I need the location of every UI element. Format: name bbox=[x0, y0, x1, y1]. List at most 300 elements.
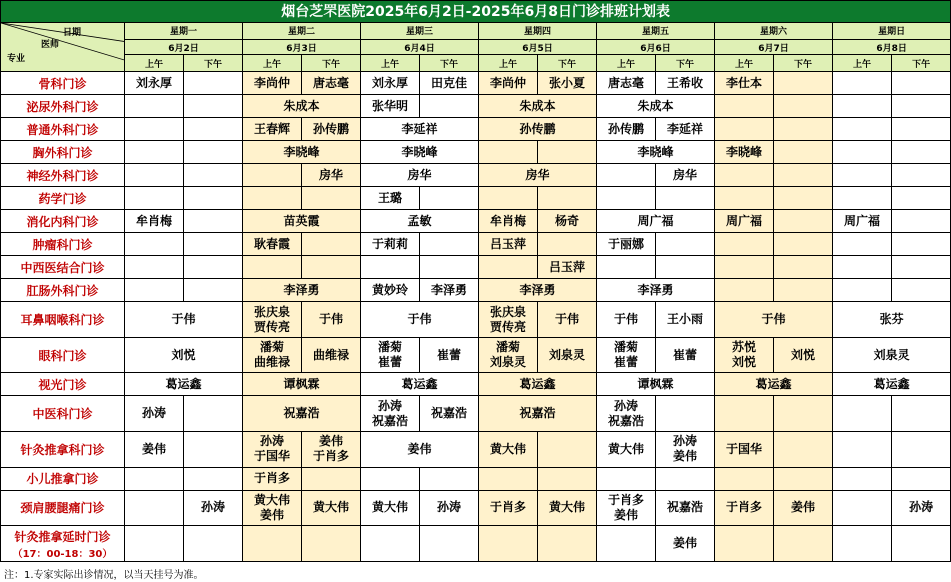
department-name bbox=[1, 467, 125, 490]
schedule-cell bbox=[538, 337, 597, 373]
schedule-cell bbox=[597, 490, 656, 526]
doctor-name: 黄大伟 姜伟 bbox=[253, 492, 290, 522]
schedule-cell bbox=[243, 141, 361, 164]
schedule-cell bbox=[774, 210, 833, 233]
schedule-cell bbox=[833, 256, 892, 279]
department-name bbox=[1, 164, 125, 187]
department-row bbox=[1, 210, 951, 233]
doctor-name: 杨奇 bbox=[554, 213, 579, 228]
schedule-cell bbox=[361, 95, 420, 118]
footnote: 注：1.专家实际出诊情况，以当天挂号为准。 bbox=[4, 570, 204, 581]
schedule-cell bbox=[656, 72, 715, 95]
schedule-cell bbox=[597, 302, 656, 338]
department-name bbox=[1, 337, 125, 373]
doctor-name: 黄大伟 bbox=[489, 441, 526, 456]
schedule-cell bbox=[597, 526, 656, 562]
schedule-cell bbox=[597, 467, 656, 490]
schedule-cell bbox=[774, 432, 833, 468]
doctor-name: 房华 bbox=[672, 167, 697, 182]
department-name bbox=[1, 72, 125, 95]
schedule-cell bbox=[361, 233, 420, 256]
schedule-cell bbox=[715, 187, 774, 210]
doctor-name: 黄妙玲 bbox=[371, 282, 408, 297]
pm-header: 下午 bbox=[184, 55, 243, 72]
schedule-cell bbox=[361, 432, 479, 468]
pm-header: 下午 bbox=[538, 55, 597, 72]
schedule-cell bbox=[538, 233, 597, 256]
schedule-cell bbox=[361, 164, 479, 187]
doctor-name: 李尚仲 bbox=[489, 75, 526, 90]
schedule-cell bbox=[479, 467, 538, 490]
schedule-cell bbox=[125, 526, 184, 562]
schedule-cell bbox=[538, 72, 597, 95]
schedule-cell bbox=[833, 467, 892, 490]
schedule-cell bbox=[420, 95, 479, 118]
schedule-cell bbox=[538, 490, 597, 526]
schedule-cell bbox=[597, 95, 715, 118]
department-row bbox=[1, 526, 951, 562]
schedule-cell bbox=[361, 210, 479, 233]
schedule-cell bbox=[715, 302, 833, 338]
schedule-cell bbox=[243, 187, 302, 210]
schedule-cell bbox=[597, 233, 656, 256]
doctor-name: 孙涛 bbox=[436, 500, 461, 515]
doctor-name: 于肖多 姜伟 bbox=[607, 492, 644, 522]
schedule-cell bbox=[715, 432, 774, 468]
am-header: 上午 bbox=[597, 55, 656, 72]
schedule-cell bbox=[833, 187, 892, 210]
schedule-cell bbox=[243, 256, 302, 279]
weekday-header: 星期四 bbox=[479, 22, 597, 39]
schedule-cell bbox=[184, 526, 243, 562]
doctor-name: 牟肖梅 bbox=[489, 213, 526, 228]
schedule-cell bbox=[597, 210, 715, 233]
doctor-name: 李晓峰 bbox=[637, 144, 674, 159]
schedule-cell bbox=[715, 526, 774, 562]
doctor-name: 潘菊 刘泉灵 bbox=[489, 340, 526, 370]
schedule-cell bbox=[892, 432, 951, 468]
doctor-name: 张华明 bbox=[371, 98, 408, 113]
schedule-cell bbox=[892, 396, 951, 432]
schedule-cell bbox=[774, 72, 833, 95]
department-row bbox=[1, 432, 951, 468]
doctor-name: 张小夏 bbox=[548, 75, 585, 90]
doctor-name: 李泽勇 bbox=[637, 282, 674, 297]
pm-header: 下午 bbox=[420, 55, 479, 72]
schedule-cell bbox=[833, 210, 892, 233]
schedule-cell bbox=[597, 396, 656, 432]
schedule-cell bbox=[302, 118, 361, 141]
schedule-cell bbox=[833, 396, 892, 432]
doctor-name: 朱成本 bbox=[283, 98, 320, 113]
department-label: 消化内科门诊 bbox=[26, 214, 99, 229]
schedule-cell bbox=[774, 95, 833, 118]
schedule-cell bbox=[774, 279, 833, 302]
department-label: 神经外科门诊 bbox=[26, 168, 99, 183]
schedule-cell bbox=[656, 164, 715, 187]
schedule-cell bbox=[774, 233, 833, 256]
department-label: 骨科门诊 bbox=[38, 76, 87, 91]
schedule-cell bbox=[125, 141, 184, 164]
doctor-name: 于伟 bbox=[407, 312, 432, 327]
schedule-cell bbox=[184, 141, 243, 164]
doctor-name: 潘菊 崔蕾 bbox=[613, 340, 638, 370]
schedule-cell bbox=[420, 467, 479, 490]
schedule-cell bbox=[538, 256, 597, 279]
schedule-cell bbox=[479, 337, 538, 373]
schedule-cell bbox=[774, 526, 833, 562]
department-row bbox=[1, 233, 951, 256]
doctor-name: 姜伟 于肖多 bbox=[312, 434, 349, 464]
doctor-name: 孙传鹏 bbox=[519, 121, 556, 136]
schedule-cell bbox=[479, 164, 597, 187]
schedule-cell bbox=[656, 302, 715, 338]
schedule-cell bbox=[774, 256, 833, 279]
doctor-name: 葛运鑫 bbox=[165, 376, 202, 391]
schedule-cell bbox=[479, 141, 538, 164]
am-header: 上午 bbox=[715, 55, 774, 72]
schedule-cell bbox=[420, 396, 479, 432]
doctor-name: 王璐 bbox=[377, 190, 402, 205]
department-row bbox=[1, 490, 951, 526]
doctor-name: 曲维禄 bbox=[312, 347, 349, 362]
schedule-cell bbox=[302, 233, 361, 256]
pm-header: 下午 bbox=[774, 55, 833, 72]
pm-header: 下午 bbox=[656, 55, 715, 72]
schedule-cell bbox=[125, 302, 243, 338]
department-label: 小儿推拿门诊 bbox=[26, 472, 99, 487]
schedule-cell bbox=[479, 396, 597, 432]
schedule-cell bbox=[302, 256, 361, 279]
department-name bbox=[1, 279, 125, 302]
schedule-cell bbox=[538, 302, 597, 338]
schedule-cell bbox=[597, 72, 656, 95]
schedule-cell bbox=[833, 302, 951, 338]
doctor-name: 谭枫霖 bbox=[637, 376, 674, 391]
doctor-name: 王春辉 bbox=[253, 121, 290, 136]
schedule-cell bbox=[538, 141, 597, 164]
doctor-name: 李晓峰 bbox=[401, 144, 438, 159]
schedule-cell bbox=[243, 233, 302, 256]
schedule-cell bbox=[479, 210, 538, 233]
schedule-cell bbox=[833, 490, 892, 526]
schedule-cell bbox=[479, 233, 538, 256]
doctor-name: 刘泉灵 bbox=[548, 347, 585, 362]
schedule-cell bbox=[656, 187, 715, 210]
weekday-header: 星期日 bbox=[833, 22, 951, 39]
schedule-cell bbox=[125, 164, 184, 187]
schedule-cell bbox=[243, 526, 302, 562]
am-header: 上午 bbox=[479, 55, 538, 72]
schedule-cell bbox=[361, 302, 479, 338]
doctor-name: 于国华 bbox=[725, 441, 762, 456]
department-label: 针灸推拿延时门诊 bbox=[14, 529, 111, 544]
doctor-name: 房华 bbox=[318, 167, 343, 182]
doctor-name: 孙涛 祝嘉浩 bbox=[607, 398, 644, 428]
date-header: 6月7日 bbox=[715, 39, 833, 55]
schedule-cell bbox=[361, 490, 420, 526]
schedule-cell bbox=[538, 187, 597, 210]
department-row bbox=[1, 164, 951, 187]
doctor-name: 刘悦 bbox=[790, 347, 815, 362]
department-label: 普通外科门诊 bbox=[26, 122, 99, 137]
schedule-cell bbox=[774, 141, 833, 164]
schedule-cell bbox=[892, 164, 951, 187]
schedule-cell bbox=[656, 467, 715, 490]
doctor-name: 房华 bbox=[407, 167, 432, 182]
schedule-cell bbox=[833, 526, 892, 562]
schedule-cell bbox=[774, 467, 833, 490]
schedule-cell bbox=[479, 526, 538, 562]
department-label: 视光门诊 bbox=[38, 377, 87, 392]
schedule-cell bbox=[715, 164, 774, 187]
schedule-cell bbox=[597, 164, 656, 187]
schedule-cell bbox=[243, 337, 302, 373]
corner-label-doctor: 医师 bbox=[41, 39, 60, 50]
schedule-cell bbox=[715, 256, 774, 279]
schedule-cell bbox=[538, 467, 597, 490]
doctor-name: 朱成本 bbox=[519, 98, 556, 113]
doctor-name: 孙涛 bbox=[141, 406, 166, 421]
schedule-cell bbox=[833, 279, 892, 302]
doctor-name: 于伟 bbox=[761, 312, 786, 327]
schedule-cell bbox=[361, 526, 420, 562]
schedule-cell bbox=[420, 256, 479, 279]
doctor-name: 张芬 bbox=[879, 312, 904, 327]
doctor-name: 于肖多 bbox=[253, 471, 290, 486]
schedule-cell bbox=[479, 373, 597, 396]
schedule-cell bbox=[715, 95, 774, 118]
department-label: 眼科门诊 bbox=[38, 348, 87, 363]
department-label: 中西医结合门诊 bbox=[20, 260, 105, 275]
department-row bbox=[1, 279, 951, 302]
schedule-cell bbox=[479, 95, 597, 118]
schedule-cell bbox=[538, 210, 597, 233]
doctor-name: 王小雨 bbox=[666, 312, 703, 327]
schedule-cell bbox=[833, 164, 892, 187]
doctor-name: 姜伟 bbox=[790, 500, 815, 515]
schedule-cell bbox=[302, 164, 361, 187]
schedule-cell bbox=[892, 210, 951, 233]
doctor-name: 李尚仲 bbox=[253, 75, 290, 90]
date-header: 6月2日 bbox=[125, 39, 243, 55]
schedule-cell bbox=[892, 118, 951, 141]
doctor-name: 孙传鹏 bbox=[607, 121, 644, 136]
doctor-name: 张庆泉 贾传亮 bbox=[489, 304, 526, 334]
schedule-cell bbox=[302, 432, 361, 468]
schedule-cell bbox=[715, 373, 833, 396]
schedule-cell bbox=[243, 302, 302, 338]
schedule-cell bbox=[420, 187, 479, 210]
schedule-cell bbox=[892, 95, 951, 118]
schedule-cell bbox=[892, 256, 951, 279]
doctor-name: 李泽勇 bbox=[283, 282, 320, 297]
schedule-cell bbox=[361, 141, 479, 164]
department-label: 针灸推拿科门诊 bbox=[20, 442, 105, 457]
schedule-cell bbox=[302, 337, 361, 373]
department-name bbox=[1, 490, 125, 526]
department-hours: （17：00-18：30） bbox=[12, 548, 113, 560]
doctor-name: 周广福 bbox=[843, 213, 880, 228]
schedule-cell bbox=[597, 279, 715, 302]
doctor-name: 苗英霞 bbox=[283, 213, 320, 228]
schedule-cell bbox=[597, 256, 656, 279]
doctor-name: 张庆泉 贾传亮 bbox=[253, 304, 290, 334]
doctor-name: 牟肖梅 bbox=[135, 213, 172, 228]
schedule-cell bbox=[656, 432, 715, 468]
weekday-header: 星期二 bbox=[243, 22, 361, 39]
schedule-cell bbox=[243, 279, 361, 302]
schedule-cell bbox=[479, 72, 538, 95]
doctor-name: 王希收 bbox=[666, 75, 703, 90]
schedule-cell bbox=[420, 526, 479, 562]
doctor-name: 李晓峰 bbox=[725, 144, 762, 159]
schedule-cell bbox=[361, 467, 420, 490]
doctor-name: 刘悦 bbox=[171, 347, 196, 362]
schedule-cell bbox=[361, 72, 420, 95]
schedule-cell bbox=[892, 279, 951, 302]
schedule-cell bbox=[892, 72, 951, 95]
schedule-cell bbox=[656, 337, 715, 373]
schedule-cell bbox=[479, 279, 597, 302]
schedule-cell bbox=[597, 337, 656, 373]
weekday-header: 星期一 bbox=[125, 22, 243, 39]
department-label: 中医科门诊 bbox=[32, 407, 93, 422]
department-label: 泌尿外科门诊 bbox=[26, 99, 99, 114]
schedule-cell bbox=[361, 256, 420, 279]
doctor-name: 谭枫霖 bbox=[283, 376, 320, 391]
schedule-cell bbox=[125, 432, 184, 468]
department-label: 颈肩腰腿痛门诊 bbox=[20, 501, 105, 516]
doctor-name: 唐志毫 bbox=[312, 75, 349, 90]
schedule-cell bbox=[184, 210, 243, 233]
doctor-name: 于丽娜 bbox=[607, 236, 644, 251]
schedule-cell bbox=[184, 279, 243, 302]
schedule-cell bbox=[597, 373, 715, 396]
pm-header: 下午 bbox=[892, 55, 951, 72]
schedule-cell bbox=[184, 72, 243, 95]
department-name bbox=[1, 210, 125, 233]
department-row bbox=[1, 72, 951, 95]
am-header: 上午 bbox=[125, 55, 184, 72]
schedule-cell bbox=[361, 187, 420, 210]
schedule-cell bbox=[184, 396, 243, 432]
department-name bbox=[1, 526, 125, 562]
doctor-name: 崔蕾 bbox=[672, 347, 697, 362]
department-row bbox=[1, 373, 951, 396]
schedule-cell bbox=[715, 279, 774, 302]
schedule-cell bbox=[184, 164, 243, 187]
schedule-cell bbox=[597, 118, 656, 141]
schedule-cell bbox=[774, 337, 833, 373]
doctor-name: 于伟 bbox=[613, 312, 638, 327]
schedule-cell bbox=[302, 72, 361, 95]
doctor-name: 姜伟 bbox=[141, 441, 166, 456]
schedule-cell bbox=[892, 467, 951, 490]
schedule-cell bbox=[125, 373, 243, 396]
schedule-cell bbox=[715, 396, 774, 432]
schedule-cell bbox=[125, 72, 184, 95]
schedule-cell bbox=[656, 256, 715, 279]
schedule-cell bbox=[892, 490, 951, 526]
schedule-cell bbox=[184, 95, 243, 118]
schedule-cell bbox=[184, 118, 243, 141]
doctor-name: 刘永厚 bbox=[135, 75, 172, 90]
schedule-cell bbox=[125, 95, 184, 118]
schedule-cell bbox=[833, 373, 951, 396]
doctor-name: 潘菊 崔蕾 bbox=[377, 340, 402, 370]
schedule-cell bbox=[361, 396, 420, 432]
schedule-cell bbox=[184, 467, 243, 490]
department-label: 肛肠外科门诊 bbox=[26, 283, 99, 298]
doctor-name: 祝嘉浩 bbox=[430, 406, 467, 421]
schedule-cell bbox=[833, 72, 892, 95]
page-title: 烟台芝罘医院2025年6月2日-2025年6月8日门诊排班计划表 bbox=[1, 1, 951, 23]
schedule-cell bbox=[597, 141, 715, 164]
department-name bbox=[1, 373, 125, 396]
department-name bbox=[1, 141, 125, 164]
doctor-name: 姜伟 bbox=[672, 536, 697, 551]
doctor-name: 于伟 bbox=[318, 312, 343, 327]
doctor-name: 黄大伟 bbox=[312, 500, 349, 515]
schedule-body bbox=[1, 1, 951, 562]
corner-label-date: 日期 bbox=[63, 27, 82, 38]
schedule-cell bbox=[125, 279, 184, 302]
schedule-cell bbox=[656, 118, 715, 141]
schedule-cell bbox=[361, 337, 420, 373]
doctor-name: 李仕本 bbox=[725, 75, 762, 90]
department-row bbox=[1, 187, 951, 210]
department-name bbox=[1, 432, 125, 468]
schedule-cell bbox=[774, 118, 833, 141]
schedule-cell bbox=[361, 118, 479, 141]
department-name bbox=[1, 95, 125, 118]
schedule-cell bbox=[479, 118, 597, 141]
schedule-cell bbox=[833, 118, 892, 141]
doctor-name: 黄大伟 bbox=[548, 500, 585, 515]
am-header: 上午 bbox=[833, 55, 892, 72]
schedule-cell bbox=[833, 432, 892, 468]
department-row bbox=[1, 302, 951, 338]
doctor-name: 于肖多 bbox=[489, 500, 526, 515]
schedule-cell bbox=[125, 467, 184, 490]
schedule-cell bbox=[243, 432, 302, 468]
schedule-cell bbox=[302, 187, 361, 210]
doctor-name: 祝嘉浩 bbox=[283, 406, 320, 421]
date-header: 6月8日 bbox=[833, 39, 951, 55]
schedule-cell bbox=[479, 302, 538, 338]
department-label: 肿瘤科门诊 bbox=[32, 237, 93, 252]
schedule-cell bbox=[833, 141, 892, 164]
doctor-name: 孙涛 bbox=[909, 500, 934, 515]
doctor-name: 于肖多 bbox=[725, 500, 762, 515]
schedule-cell bbox=[243, 490, 302, 526]
schedule-cell bbox=[361, 279, 420, 302]
schedule-cell bbox=[774, 164, 833, 187]
department-row bbox=[1, 256, 951, 279]
doctor-name: 房华 bbox=[525, 167, 550, 182]
schedule-cell bbox=[774, 187, 833, 210]
schedule-cell bbox=[243, 95, 361, 118]
doctor-name: 吕玉萍 bbox=[489, 236, 526, 251]
schedule-cell bbox=[125, 187, 184, 210]
department-row bbox=[1, 95, 951, 118]
weekday-header: 星期三 bbox=[361, 22, 479, 39]
schedule-cell bbox=[833, 95, 892, 118]
schedule-cell bbox=[538, 526, 597, 562]
schedule-cell bbox=[656, 490, 715, 526]
doctor-name: 姜伟 bbox=[407, 441, 432, 456]
